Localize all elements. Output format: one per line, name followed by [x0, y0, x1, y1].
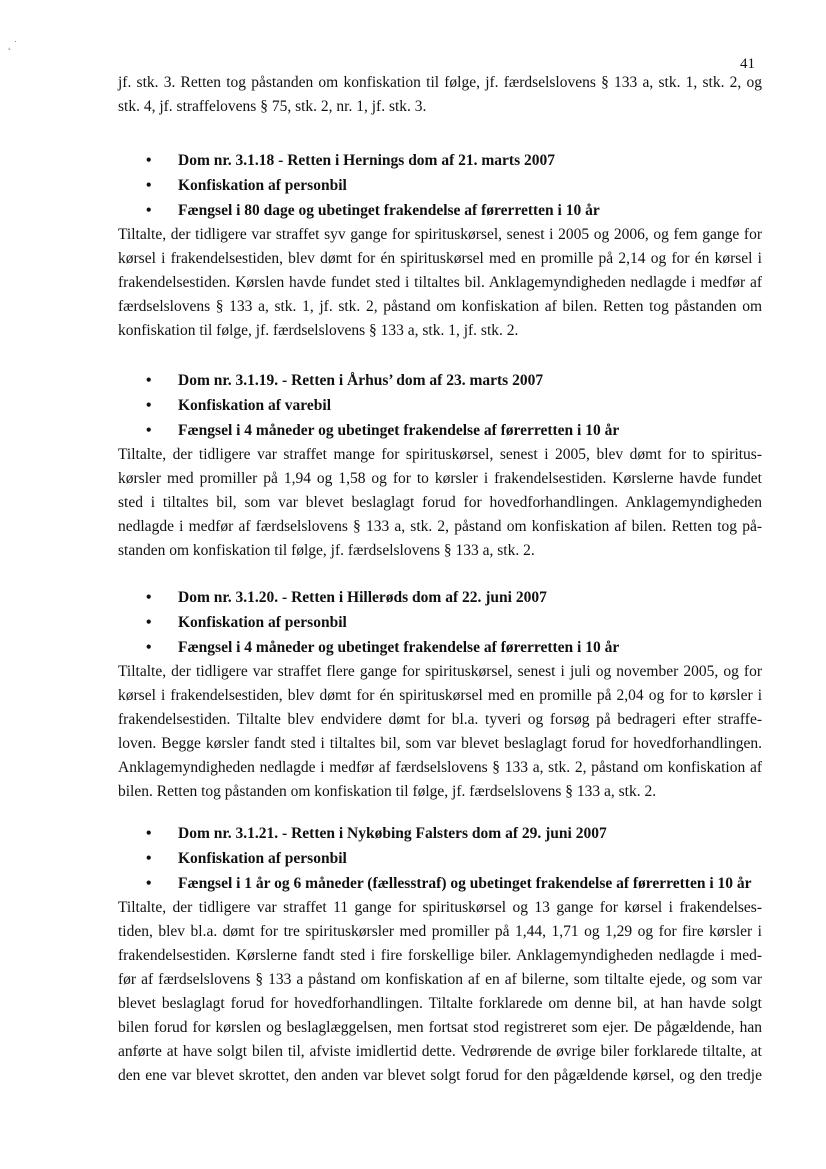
case-3-1-19 [118, 368, 762, 563]
text-line: frakendelsestiden. Kørslerne fandt sted i fire forskellige biler. Anklagemyndigheden nedlagde i med- [118, 947, 762, 964]
case-heading: • Dom nr. 3.1.19. - Retten i Århus’ dom af 23. marts 2007 [118, 368, 762, 393]
text-line: kørsler med promiller på 1,94 og 1,58 og for to kørsler i frakendelsestiden. Kørslerne havde fundet [118, 470, 762, 487]
text-line: nedlagde i medfør af færdselslovens § 133 a, stk. 2, påstand om konfiskation af bilen. Retten tog på- [118, 518, 762, 535]
text-line: jf. stk. 3. Retten tog påstanden om konfiskation til følge, jf. færdselslovens § 133 a, stk. 1, stk. 2, og [118, 74, 762, 91]
text-line: Tiltalte, der tidligere var straffet syv gange for spirituskørsel, senest i 2005 og 2006, og fem gange for [118, 226, 762, 243]
case-confiscation: • Konfiskation af personbil [118, 173, 762, 198]
text-line: kørsel i frakendelsestiden, blev dømt for én spirituskørsel med en promille på 2,14 og for én kørsel i [118, 250, 762, 267]
case-confiscation: • Konfiskation af personbil [118, 610, 762, 635]
case-confiscation: • Konfiskation af varebil [118, 393, 762, 418]
case-heading: • Dom nr. 3.1.18 - Retten i Hernings dom af 21. marts 2007 [118, 148, 762, 173]
text-line: standen om konfiskation til følge, jf. færdselslovens § 133 a, stk. 2. [118, 542, 535, 559]
intro-paragraph [118, 71, 762, 119]
text-line: Tiltalte, der tidligere var straffet 11 gange for spirituskørsel og 13 gange for kørsel i frakendelses- [118, 899, 762, 916]
case-3-1-20 [118, 585, 762, 804]
case-heading: • Dom nr. 3.1.21. - Retten i Nykøbing Falsters dom af 29. juni 2007 [118, 821, 762, 846]
text-line: før af færdselslovens § 133 a påstand om konfiskation af en af bilerne, som tiltalte ejede, og som var [118, 971, 762, 988]
text-line: den ene var blevet skrottet, den anden var blevet solgt forud for den pågældende kørsel, og den tredje [118, 1067, 762, 1084]
text-line: bilen. Retten tog påstanden om konfiskation til følge, jf. færdselslovens § 133 a, stk. 2. [118, 783, 657, 800]
case-3-1-18 [118, 148, 762, 343]
text-line: Tiltalte, der tidligere var straffet flere gange for spirituskørsel, senest i juli og november 2005, og for [118, 663, 762, 680]
case-sentence: • Fængsel i 80 dage og ubetinget frakendelse af førerretten i 10 år [118, 198, 762, 223]
text-line: Tiltalte, der tidligere var straffet mange for spirituskørsel, senest i 2005, blev dømt for to spiritus- [118, 446, 762, 463]
text-line: blevet beslaglagt forud for hovedforhandlingen. Tiltalte forklarede om denne bil, at han havde solgt [118, 995, 762, 1012]
case-heading: • Dom nr. 3.1.20. - Retten i Hillerøds dom af 22. juni 2007 [118, 585, 762, 610]
text-line: Anklagemyndigheden nedlagde i medfør af færdselslovens § 133 a, stk. 2, påstand om konfiskation af [118, 759, 762, 776]
text-line: anførte at have solgt bilen til, afviste imidlertid dette. Vedrørende de øvrige biler forklarede tiltalte, at [118, 1043, 762, 1060]
text-line: stk. 4, jf. straffelovens § 75, stk. 2, nr. 1, jf. stk. 3. [118, 98, 427, 115]
text-line: konfiskation til følge, jf. færdselslovens § 133 a, stk. 1, jf. stk. 2. [118, 322, 519, 339]
case-3-1-21 [118, 821, 762, 1088]
case-sentence: • Fængsel i 4 måneder og ubetinget frakendelse af førerretten i 10 år [118, 635, 762, 660]
text-line: kørsel i frakendelsestiden, blev dømt for én spirituskørsel med en promille på 2,04 og for to kørsler i [118, 687, 762, 704]
case-sentence: • Fængsel i 1 år og 6 måneder (fællesstraf) og ubetinget frakendelse af førerretten i 10 år [118, 871, 762, 896]
text-line: tiden, blev bl.a. dømt for tre spirituskørsler med promiller på 1,44, 1,71 og 1,29 og for fire kørsler i [118, 923, 762, 940]
scan-mark: ˛ ˙ [8, 40, 18, 51]
text-line: sted i tiltaltes bil, som var blevet beslaglagt forud for hovedforhandlingen. Anklagemyndigheden [118, 494, 762, 511]
case-sentence: • Fængsel i 4 måneder og ubetinget frakendelse af førerretten i 10 år [118, 418, 762, 443]
page-number: 41 [740, 56, 755, 72]
text-line: bilen forud for kørslen og beslaglæggelsen, men fortsat stod registreret som ejer. De pågældende, han [118, 1019, 762, 1036]
text-line: loven. Begge kørsler fandt sted i tiltaltes bil, som var blevet beslaglagt forud for hovedforhandlingen. [118, 735, 762, 752]
text-line: frakendelsestiden. Tiltalte blev endvidere dømt for bl.a. tyveri og forsøg på bedrageri efter straffe- [118, 711, 762, 728]
case-confiscation: • Konfiskation af personbil [118, 846, 762, 871]
text-line: færdselslovens § 133 a, stk. 1, jf. stk. 2, påstand om konfiskation af bilen. Retten tog påstanden om [118, 298, 762, 315]
text-line: frakendelsestiden. Kørslen havde fundet sted i tiltaltes bil. Anklagemyndigheden nedlagde i medfør af [118, 274, 762, 291]
